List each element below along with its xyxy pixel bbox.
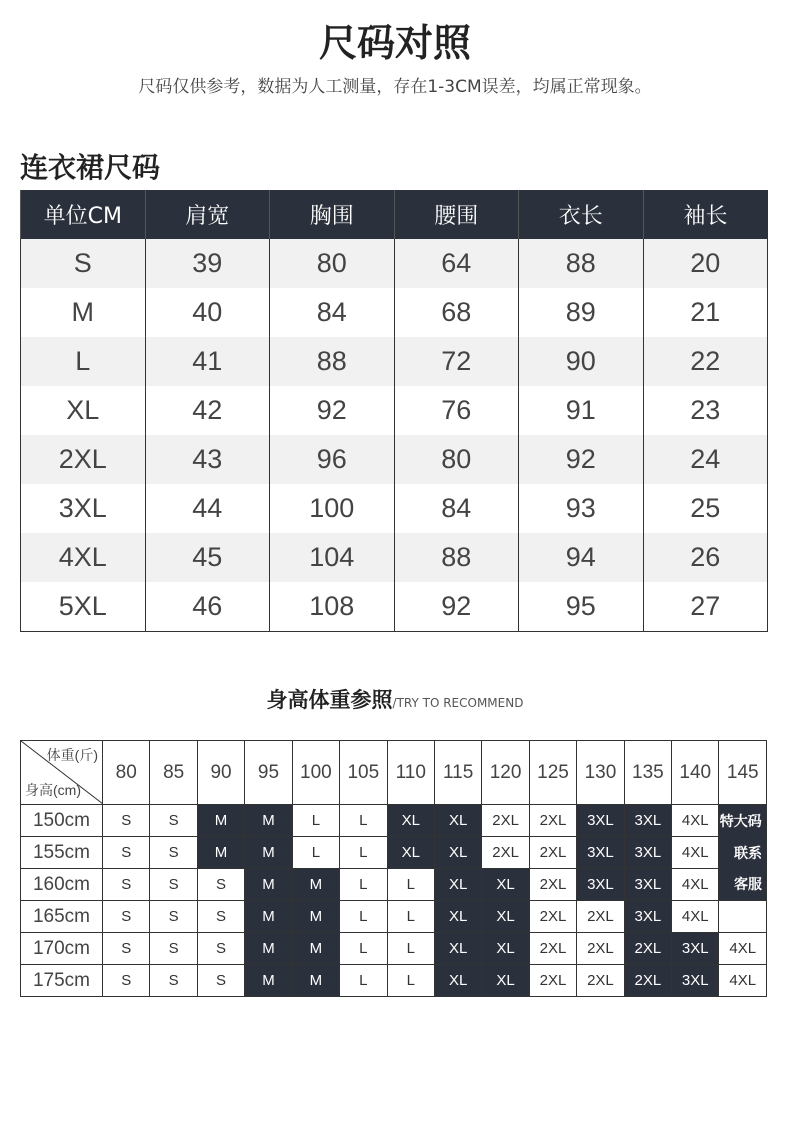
size-cell: 4XL [719, 965, 767, 997]
size-cell: L [340, 933, 387, 965]
table-cell: 64 [394, 239, 519, 288]
table-cell: 108 [270, 582, 395, 632]
table-cell: 2XL [21, 435, 146, 484]
size-cell: 2XL [577, 933, 624, 965]
size-cell: L [387, 933, 434, 965]
size-cell: 4XL [672, 869, 719, 901]
size-cell: M [197, 805, 244, 837]
table-cell: 94 [519, 533, 644, 582]
size-cell: L [340, 965, 387, 997]
size-cell: 客服 [719, 869, 767, 901]
table-row [21, 533, 768, 582]
size-cell: 2XL [529, 869, 576, 901]
size-cell: 3XL [672, 933, 719, 965]
height-cell: 165cm [21, 901, 103, 933]
size-cell: 3XL [624, 805, 671, 837]
size-cell: M [292, 965, 339, 997]
size-cell: M [197, 837, 244, 869]
size-cell: M [245, 901, 292, 933]
size-cell: XL [434, 837, 481, 869]
table-cell: 88 [394, 533, 519, 582]
table-row [21, 933, 767, 965]
table-row [21, 288, 768, 337]
table-cell: 92 [270, 386, 395, 435]
size-cell: 3XL [672, 965, 719, 997]
size-cell: S [103, 837, 150, 869]
table-cell: XL [21, 386, 146, 435]
weight-header: 90 [197, 741, 244, 805]
size-cell: 4XL [719, 933, 767, 965]
size-cell: S [103, 965, 150, 997]
height-cell: 150cm [21, 805, 103, 837]
table-cell: 93 [519, 484, 644, 533]
height-cell: 155cm [21, 837, 103, 869]
table-cell: 3XL [21, 484, 146, 533]
weight-header: 100 [292, 741, 339, 805]
size-cell: XL [434, 805, 481, 837]
size-cell: 4XL [672, 901, 719, 933]
size-cell: 特大码 [719, 805, 767, 837]
table-cell: 44 [145, 484, 270, 533]
size-cell: M [245, 805, 292, 837]
size-cell: 3XL [624, 901, 671, 933]
table-cell: 24 [643, 435, 768, 484]
size-cell: S [150, 965, 197, 997]
weight-header: 110 [387, 741, 434, 805]
height-cell: 170cm [21, 933, 103, 965]
height-weight-heading [0, 684, 790, 714]
table-row [21, 337, 768, 386]
size-cell: 2XL [482, 805, 529, 837]
table-cell: 104 [270, 533, 395, 582]
table-row [21, 805, 767, 837]
table-cell: 45 [145, 533, 270, 582]
size-cell: M [245, 869, 292, 901]
weight-header: 145 [719, 741, 767, 805]
table-cell: 80 [394, 435, 519, 484]
size-cell: 3XL [577, 869, 624, 901]
page-title: 尺码对照 [318, 21, 471, 65]
page-subtitle: 尺码仅供参考，数据为人工测量，存在1-3CM误差，均属正常现象。 [138, 77, 652, 97]
table-cell: 68 [394, 288, 519, 337]
size-cell: S [150, 837, 197, 869]
table-row [21, 484, 768, 533]
size-cell: 2XL [624, 933, 671, 965]
size-cell: L [387, 901, 434, 933]
column-header: 腰围 [394, 190, 519, 239]
table-cell: 21 [643, 288, 768, 337]
size-cell: M [245, 965, 292, 997]
weight-header: 85 [150, 741, 197, 805]
height-cell: 175cm [21, 965, 103, 997]
table-cell: 88 [270, 337, 395, 386]
weight-header: 120 [482, 741, 529, 805]
size-cell: L [387, 965, 434, 997]
height-cell: 160cm [21, 869, 103, 901]
table-cell: 90 [519, 337, 644, 386]
table-cell: 42 [145, 386, 270, 435]
size-cell: 2XL [529, 965, 576, 997]
table-cell: 39 [145, 239, 270, 288]
weight-header: 115 [434, 741, 481, 805]
table-cell: 20 [643, 239, 768, 288]
table-cell: 88 [519, 239, 644, 288]
size-cell: S [150, 933, 197, 965]
size-cell: M [292, 933, 339, 965]
table-cell: 100 [270, 484, 395, 533]
weight-header: 140 [672, 741, 719, 805]
table-cell: M [21, 288, 146, 337]
table-cell: 92 [519, 435, 644, 484]
column-header: 肩宽 [145, 190, 270, 239]
column-header: 胸围 [270, 190, 395, 239]
weight-header: 135 [624, 741, 671, 805]
table-cell: S [21, 239, 146, 288]
table-cell: 41 [145, 337, 270, 386]
size-cell: L [340, 901, 387, 933]
size-cell: S [103, 869, 150, 901]
table-cell: 27 [643, 582, 768, 632]
size-cell: S [103, 901, 150, 933]
size-cell: 2XL [624, 965, 671, 997]
table-cell: 26 [643, 533, 768, 582]
size-cell: L [340, 837, 387, 869]
size-cell: M [245, 933, 292, 965]
table-cell: 95 [519, 582, 644, 632]
size-cell: 联系 [719, 837, 767, 869]
weight-header: 80 [103, 741, 150, 805]
size-cell: S [103, 933, 150, 965]
size-cell: S [103, 805, 150, 837]
weight-label: 体重(斤) [46, 747, 98, 763]
weight-header: 130 [577, 741, 624, 805]
size-cell: M [292, 869, 339, 901]
table-cell: 72 [394, 337, 519, 386]
weight-header: 95 [245, 741, 292, 805]
table-cell: 80 [270, 239, 395, 288]
table-cell: 84 [394, 484, 519, 533]
table-row [21, 386, 768, 435]
size-cell: 4XL [672, 805, 719, 837]
size-cell: XL [434, 901, 481, 933]
size-cell: 2XL [482, 837, 529, 869]
size-cell: 4XL [672, 837, 719, 869]
size-cell: XL [482, 869, 529, 901]
size-cell: L [292, 837, 339, 869]
size-cell: L [292, 805, 339, 837]
height-weight-subtitle: /TRY TO RECOMMEND [392, 696, 524, 710]
size-cell: S [150, 805, 197, 837]
table-row [21, 837, 767, 869]
size-cell: S [150, 901, 197, 933]
weight-header: 105 [340, 741, 387, 805]
height-weight-table [20, 740, 767, 997]
size-cell: S [150, 869, 197, 901]
size-cell: 3XL [577, 837, 624, 869]
table-row [21, 435, 768, 484]
column-header: 单位CM [21, 190, 146, 239]
table-cell: 46 [145, 582, 270, 632]
dress-size-heading: 连衣裙尺码 [20, 151, 161, 184]
table-row [21, 901, 767, 933]
size-cell: S [197, 965, 244, 997]
size-cell: XL [387, 805, 434, 837]
size-cell: S [197, 901, 244, 933]
weight-header: 125 [529, 741, 576, 805]
size-cell: L [340, 805, 387, 837]
size-cell: 2XL [577, 901, 624, 933]
size-cell: L [340, 869, 387, 901]
table-cell: 4XL [21, 533, 146, 582]
size-cell: 2XL [529, 901, 576, 933]
size-cell: 3XL [624, 837, 671, 869]
column-header: 袖长 [643, 190, 768, 239]
size-cell: XL [434, 965, 481, 997]
dress-size-table [20, 190, 768, 632]
size-cell [719, 901, 767, 933]
size-cell: XL [482, 933, 529, 965]
corner-header [21, 741, 103, 805]
table-cell: 22 [643, 337, 768, 386]
size-cell: M [292, 901, 339, 933]
table-cell: 84 [270, 288, 395, 337]
table-cell: 23 [643, 386, 768, 435]
table-row [21, 239, 768, 288]
column-header: 衣长 [519, 190, 644, 239]
height-weight-title: 身高体重参照 [266, 688, 393, 712]
size-cell: 2XL [577, 965, 624, 997]
size-cell: M [245, 837, 292, 869]
height-label: 身高(cm) [25, 782, 81, 798]
table-cell: 5XL [21, 582, 146, 632]
size-cell: XL [387, 837, 434, 869]
size-cell: S [197, 933, 244, 965]
size-cell: 2XL [529, 933, 576, 965]
size-cell: XL [482, 901, 529, 933]
table-row [21, 965, 767, 997]
table-row [21, 582, 768, 632]
size-cell: 3XL [577, 805, 624, 837]
table-row [21, 869, 767, 901]
size-cell: L [387, 869, 434, 901]
size-cell: XL [482, 965, 529, 997]
table-cell: 25 [643, 484, 768, 533]
table-cell: 76 [394, 386, 519, 435]
table-cell: 43 [145, 435, 270, 484]
size-cell: 2XL [529, 837, 576, 869]
size-cell: XL [434, 869, 481, 901]
size-cell: XL [434, 933, 481, 965]
table-cell: L [21, 337, 146, 386]
size-cell: 2XL [529, 805, 576, 837]
table-cell: 96 [270, 435, 395, 484]
table-cell: 40 [145, 288, 270, 337]
table-cell: 92 [394, 582, 519, 632]
table-cell: 91 [519, 386, 644, 435]
size-cell: 3XL [624, 869, 671, 901]
table-cell: 89 [519, 288, 644, 337]
size-cell: S [197, 869, 244, 901]
